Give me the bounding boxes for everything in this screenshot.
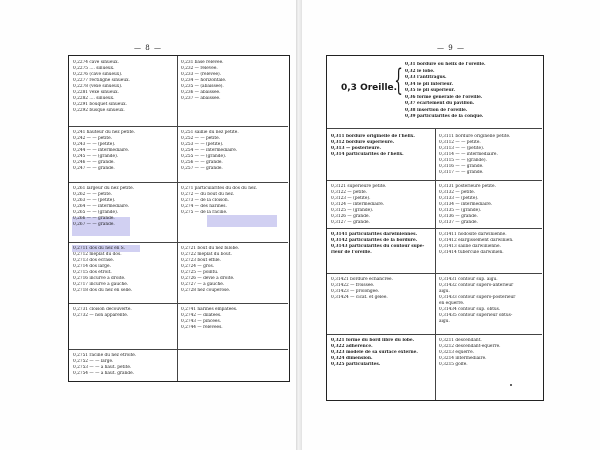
table-entry: 0,2725 — pointu. — [181, 270, 219, 275]
table-entry: 0,2742 — dilatées. — [181, 313, 222, 318]
table-entry: 0,2715 dos étroit. — [73, 270, 112, 275]
table-entry: 0,2282 .... sinueux. — [73, 96, 115, 101]
table-entry: 0,245 — — (grande). — [73, 154, 119, 159]
table-entry: 0,313 — postérieure. — [331, 146, 381, 151]
table-entry: 0,272 — du bout du nez. — [181, 192, 235, 197]
table-entry: 0,2743 — pincées. — [181, 319, 222, 324]
table-entry: 0,324 dimension. — [331, 356, 373, 361]
table-entry: 0,251 saillie du nez petite. — [181, 130, 239, 135]
table-entry: 0,2276 (cave sinueux). — [73, 72, 123, 77]
left-table — [68, 55, 290, 382]
table-entry: 0,274 — des narines. — [181, 204, 227, 209]
header-item: 0,38 insertion de l'oreille. — [405, 107, 468, 113]
table-entry: 0,31434 contour sup. obtus. — [439, 307, 501, 312]
table-entry: 0,323 modelé de sa surface externe. — [331, 350, 418, 355]
block-divider — [69, 349, 288, 350]
table-entry: 0,2732 — non apparente. — [73, 313, 129, 318]
table-entry: 0,2728 nez couperosé. — [181, 288, 231, 293]
table-entry: 0,31431 contour sup. aigu. — [439, 277, 498, 282]
table-entry: 0,266 — — grande. — [73, 216, 115, 221]
table-entry: 0,3211 descendant. — [439, 338, 482, 343]
header-item: 0,35 le pli supérieur. — [405, 88, 455, 93]
right-table — [326, 55, 544, 401]
table-entry: 0,2712 méplat du dos. — [73, 252, 122, 257]
table-entry: 0,3215 golfe. — [439, 362, 468, 367]
table-entry: en équerre. — [439, 301, 465, 306]
table-entry: 0,2753 — — à haut. petite. — [73, 365, 132, 370]
table-entry: 0,3143 particularités du contour supé- — [331, 244, 425, 249]
table-entry: 0,322 adhérence. — [331, 344, 373, 349]
table-entry: 0,2292 busqué sinueux. — [73, 108, 125, 113]
table-entry: aigu. — [439, 289, 450, 294]
table-entry: 0,244 — — intermédiaire. — [73, 148, 130, 153]
block-divider — [327, 334, 542, 335]
table-entry: 0,3125 — (grande). — [331, 208, 374, 213]
table-entry: 0,3214 intermédiaire. — [439, 356, 487, 361]
table-entry: 0,241 hauteur du nez petite. — [73, 130, 136, 135]
table-entry: 0,3123 — (petite). — [331, 196, 371, 201]
table-entry: 0,3114 — — intermédiaire. — [439, 152, 498, 157]
table-entry: 0,232 — relevée. — [181, 66, 218, 71]
table-entry: 0,235 — (abaissée). — [181, 84, 224, 89]
table-entry: 0,2754 — — à haut. grande. — [73, 371, 135, 376]
table-entry: 0,243 — — (petite). — [73, 142, 116, 147]
table-entry: 0,2274 cave sinueux. — [73, 60, 119, 65]
table-entry: 0,2281 vexe sinueux. — [73, 90, 119, 95]
table-entry: 0,264 — — intermédiaire. — [73, 204, 130, 209]
table-entry: 0,2711 dos du nez en S. — [73, 246, 125, 251]
table-entry: 0,31412 élargissement darwinien. — [439, 238, 514, 243]
table-entry: 0,31413 saillie darwinienne. — [439, 244, 501, 249]
table-entry: 0,255 — — (grande). — [181, 154, 227, 159]
table-entry: 0,261 largeur du nez petite. — [73, 186, 134, 191]
header-item: 0,34 le pli inférieur. — [405, 81, 454, 87]
table-entry: 0,271 particularités du dos du nez. — [181, 186, 258, 191]
table-entry: 0,2752 — — large. — [73, 359, 114, 364]
table-entry: 0,2713 dos écrasé. — [73, 258, 114, 263]
table-entry: 0,3127 — grande. — [331, 220, 370, 225]
table-entry: 0,321 forme du bord libre du lobe. — [331, 338, 415, 343]
header-item: 0,32 le lobe. — [405, 68, 435, 74]
table-entry: 0,31421 bordure échancrée. — [331, 277, 393, 282]
table-entry: 0,2714 dos large. — [73, 264, 111, 269]
table-entry: 0,31423 — prolongée. — [331, 289, 380, 294]
block-divider — [69, 182, 288, 183]
table-entry: 0,236 — abaissée. — [181, 90, 221, 95]
table-entry: 0,253 — — (petite). — [181, 142, 224, 147]
table-entry: 0,247 — — grande. — [73, 166, 115, 171]
table-entry: 0,3131 postérieure petite. — [439, 184, 496, 189]
highlight — [207, 215, 277, 227]
brace: { — [394, 63, 403, 98]
table-entry: 0,2744 — relevées. — [181, 325, 223, 330]
block-divider — [69, 242, 288, 243]
header-item: 0,39 particularités de la conque. — [405, 114, 484, 119]
table-entry: 0,2718 dos du nez en selle. — [73, 288, 133, 293]
table-entry: 0,2721 bout du nez bilobé. — [181, 246, 240, 251]
table-entry: 0,31432 contour supéro-antérieur — [439, 283, 514, 288]
table-entry: 0,2741 narines empâtées. — [181, 307, 238, 312]
table-entry: 0,3136 — grande. — [439, 214, 478, 219]
table-entry: 0,3115 — — (grande). — [439, 158, 487, 163]
table-entry: 0,3124 — intermédiaire. — [331, 202, 385, 207]
column-divider — [177, 56, 178, 381]
ink-speck — [510, 384, 512, 386]
header-item: 0,31 bordure ou hélix de l'oreille. — [405, 62, 486, 67]
table-entry: 0,3132 — petite. — [439, 190, 476, 195]
table-entry: 0,2716 incurvé à droite. — [73, 276, 126, 281]
table-entry: 0,233 — (relevée). — [181, 72, 222, 77]
table-entry: 0,325 particularités. — [331, 362, 381, 367]
table-entry: 0,311 bordure originelle de l'hélix. — [331, 134, 415, 139]
table-entry: 0,3111 bordure originelle petite. — [439, 134, 511, 139]
table-entry: 0,3112 — — petite. — [439, 140, 481, 145]
table-entry: 0,3122 — petite. — [331, 190, 368, 195]
table-entry: 0,2278 (vexe sinueux). — [73, 84, 123, 89]
table-entry: 0,3133 — (petite). — [439, 196, 479, 201]
table-entry: 0,3212 descendant-équerre. — [439, 344, 501, 349]
table-entry: 0,3135 — (grande). — [439, 208, 482, 213]
table-entry: 0,2727 — à gauche. — [181, 282, 225, 287]
table-entry: 0,275 — de la racine. — [181, 210, 228, 215]
table-entry: 0,3213 équerre. — [439, 350, 475, 355]
table-entry: 0,3121 supérieure petite. — [331, 184, 387, 189]
table-entry: 0,265 — — (grande). — [73, 210, 119, 215]
table-entry: 0,31414 tubercule darwinien. — [439, 250, 504, 255]
table-entry: 0,2291 bouquet sinueux. — [73, 102, 127, 107]
table-entry: 0,312 bordure supérieure. — [331, 140, 395, 145]
table-entry: 0,2724 — gros. — [181, 264, 215, 269]
table-entry: 0,2722 méplat du bout. — [181, 252, 232, 257]
table-entry: 0,2717 incurvé à gauche. — [73, 282, 129, 287]
table-entry: 0,273 — de la cloison. — [181, 198, 229, 203]
block-divider — [327, 228, 542, 229]
column-divider — [435, 128, 436, 400]
table-entry: 0,257 — — grande. — [181, 166, 223, 171]
header-item: 0,37 écartement du pavillon. — [405, 101, 475, 106]
table-entry: 0,252 — — petite. — [181, 136, 221, 141]
table-entry: 0,3137 — grande. — [439, 220, 478, 225]
page-number: — 8 — — [134, 44, 162, 52]
table-entry: 0,3134 — intermédiaire. — [439, 202, 493, 207]
page-number: — 9 — — [437, 44, 465, 52]
table-entry: aigu. — [439, 319, 450, 324]
table-entry: 0,3117 — — grande. — [439, 170, 484, 175]
table-entry: 0,3116 — — grande. — [439, 164, 484, 169]
table-entry: 0,242 — — petite. — [73, 136, 113, 141]
table-entry: 0,234 — horizontale. — [181, 78, 227, 83]
table-entry: 0,231 base relevée. — [181, 60, 224, 65]
table-entry: 0,31422 — froissée. — [331, 283, 375, 288]
table-entry: 0,31424 — cicat. et gelée. — [331, 295, 388, 300]
table-entry: 0,262 — — petite. — [73, 192, 113, 197]
table-entry: 0,31433 contour supéro-postérieur — [439, 295, 516, 300]
block-divider — [69, 126, 288, 127]
block-divider — [327, 273, 542, 274]
table-entry: 0,2731 cloison découverte. — [73, 307, 132, 312]
table-entry: 0,2723 bout effilé. — [181, 258, 221, 263]
table-entry: 0,237 — abaissée. — [181, 96, 221, 101]
table-entry: 0,2726 — dévié à droite. — [181, 276, 235, 281]
section-title: 0,3 Oreille. — [341, 83, 398, 93]
block-divider — [69, 303, 288, 304]
header-item: 0,36 forme générale de l'oreille. — [405, 94, 483, 100]
table-entry: 0,3141 particularités darwiniennes. — [331, 232, 418, 237]
table-entry: 0,31435 contour supérieur obtus- — [439, 313, 513, 318]
table-entry: 0,256 — — grande. — [181, 160, 223, 165]
table-entry: 0,314 particularités de l'hélix. — [331, 152, 404, 157]
table-entry: 0,31411 nodosité darwinienne. — [439, 232, 507, 237]
table-entry: rieur de l'oreille. — [331, 250, 372, 255]
table-entry: 0,3113 — — (petite). — [439, 146, 485, 151]
table-entry: 0,263 — — (petite). — [73, 198, 116, 203]
header-item: 0,33 l'antitragus. — [405, 75, 447, 80]
table-entry: 0,267 — — grande. — [73, 222, 115, 227]
table-entry: 0,2277 rectiligne sinueux. — [73, 78, 130, 83]
table-entry: 0,2275 .... sinueux. — [73, 66, 115, 71]
table-entry: 0,254 — — intermédiaire. — [181, 148, 238, 153]
table-entry: 0,246 — — grande. — [73, 160, 115, 165]
table-entry: 0,3142 particularités de la bordure. — [331, 238, 418, 243]
table-entry: 0,2751 racine du nez étroite. — [73, 353, 137, 358]
block-divider — [327, 180, 542, 181]
table-entry: 0,3126 — grande. — [331, 214, 370, 219]
